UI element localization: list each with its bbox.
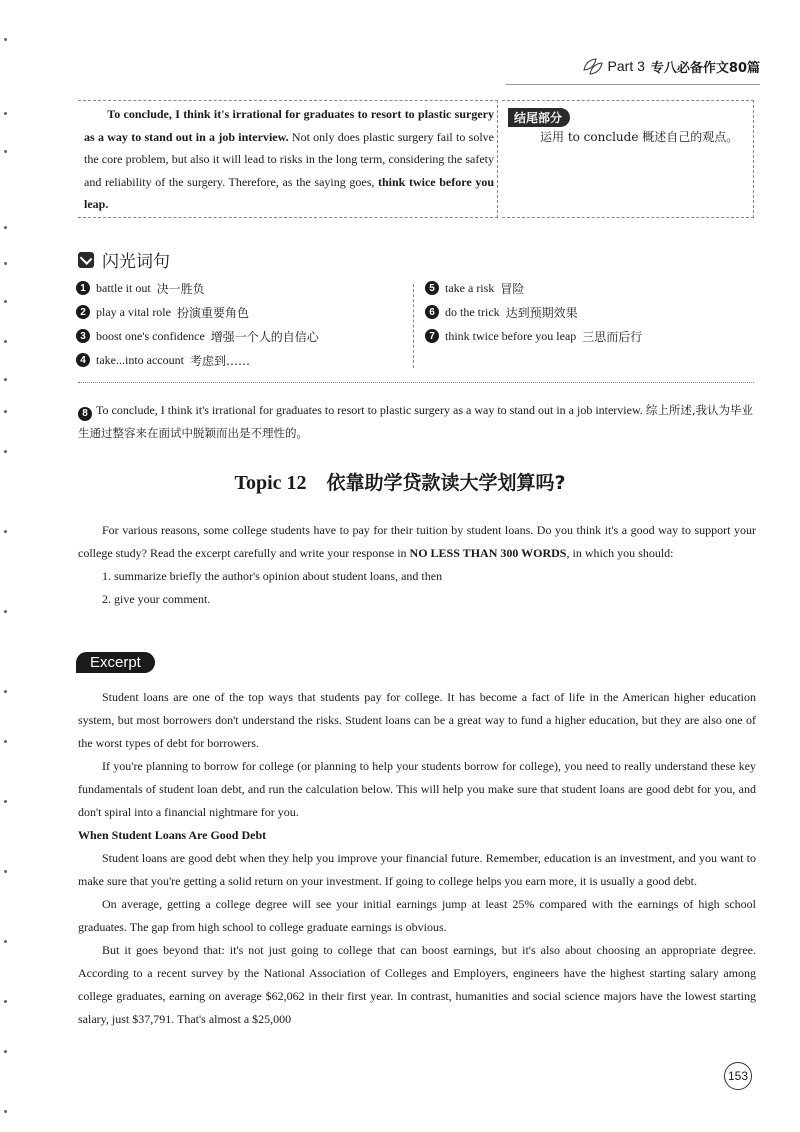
number-badge: 1: [76, 281, 90, 295]
phrases-heading: [78, 247, 170, 272]
header-divider: [506, 84, 760, 85]
excerpt-paragraph: If you're planning to borrow for college (or planning to help your students borrow for college), you need to really understand these key fundamentals of student loan debt, and run the calculation below. This will help you make sure that student loans are good debt for you, and don't spiral into a financial nightmare for you.: [78, 759, 756, 819]
phrase-en: think twice before you leap: [445, 328, 577, 343]
example-cn: 综上所述,我认为毕业生通过整容来在面试中脱颖而出是不理性的。: [78, 403, 754, 440]
prompt-text: For various reasons, some college students have to pay for their tuition by student loans. Do you think it's a good way to support your college study? Read the excerpt carefully and write your response in: [78, 523, 756, 560]
phrase-item: [76, 324, 319, 348]
phrase-en: boost one's confidence: [96, 328, 205, 343]
phrases-title: 闪光词句: [102, 252, 170, 272]
word-limit: NO LESS THAN 300 WORDS: [409, 546, 567, 560]
part-badge: [582, 56, 645, 76]
excerpt-paragraph: But it goes beyond that: it's not just going to college that can boost earnings, but it's also about choosing an appropriate degree. According to a recent survey by the National Association of Colleges and Employers, engineers have the highest starting salary among college graduates, earning on average $62,062 in their first year. In contrast, humanities and social science majors have the lowest starting salary, just $37,791. That's almost a $25,000: [78, 943, 756, 1026]
margin-marks: [4, 0, 14, 1132]
number-badge: 7: [425, 329, 439, 343]
phrase-item: [425, 300, 642, 324]
conclusion-end: think twice before you leap.: [84, 174, 494, 211]
phrase-en: battle it out: [96, 280, 151, 295]
leaf-icon: [582, 56, 604, 76]
phrase-item: [76, 348, 319, 372]
number-badge: 6: [425, 305, 439, 319]
phrase-item: [76, 300, 319, 324]
check-icon: [78, 252, 94, 268]
page-header: [582, 56, 760, 76]
phrase-cn: 冒险: [500, 281, 525, 296]
number-badge: 8: [78, 407, 92, 421]
phrase-en: take a risk: [445, 280, 495, 295]
phrase-cn: 考虑到……: [189, 353, 250, 368]
phrase-en: do the trick: [445, 304, 500, 319]
phrase-cn: 扮演重要角色: [176, 305, 249, 320]
phrase-cn: 三思而后行: [582, 329, 643, 344]
excerpt-badge: Excerpt: [76, 652, 155, 673]
phrases-right-column: [425, 276, 642, 348]
example-sentence: [78, 399, 756, 444]
phrase-item: [425, 324, 642, 348]
prompt-item: 2. give your comment.: [102, 592, 211, 606]
page-number: 153: [724, 1062, 752, 1090]
phrase-en: take...into account: [96, 352, 184, 367]
phrase-cn: 增强一个人的自信心: [210, 329, 319, 344]
phrases-left-column: [76, 276, 319, 372]
phrase-cn: 决一胜负: [156, 281, 205, 296]
side-tag: 结尾部分: [508, 108, 570, 127]
column-divider: [413, 284, 414, 368]
prompt-paragraph: [78, 519, 756, 565]
phrase-item: [76, 276, 319, 300]
book-title: 专八必备作文80篇: [650, 60, 760, 76]
conclusion-body: Not only does plastic surgery fail to solve the core problem, but also it will lead to risks in the long term, considering the safety and reliability of the surgery. Therefore, as the saying goes,: [84, 129, 494, 189]
topic-title: [0, 468, 800, 495]
number-badge: 4: [76, 353, 90, 367]
side-note: 运用 to conclude 概述自己的观点。: [540, 130, 739, 144]
excerpt-paragraph: Student loans are good debt when they help you improve your financial future. Remember, education is an investment, and you want to make sure that you're getting a solid return on your investment. If going to college helps you earn more, it is usually a good debt.: [78, 851, 756, 888]
dotted-divider: [78, 382, 754, 383]
excerpt-subhead: When Student Loans Are Good Debt: [78, 828, 267, 842]
part-label: Part 3: [607, 58, 645, 74]
phrase-en: play a vital role: [96, 304, 171, 319]
topic-label: Topic 12: [234, 472, 307, 494]
number-badge: 2: [76, 305, 90, 319]
prompt-block: [78, 519, 756, 611]
example-en: To conclude, I think it's irrational for graduates to resort to plastic surgery as a way to stand out in a job interview.: [96, 403, 643, 417]
excerpt-paragraph: On average, getting a college degree will see your initial earnings jump at least 25% compared with the earnings of high school graduates. The gap from high school to college graduate earnings is obvious.: [78, 897, 756, 934]
excerpt-paragraph: Student loans are one of the top ways that students pay for college. It has become a fact of life in the American higher education system, but most borrowers don't understand the risks. Student loans can be a great way to fund a higher education, but they are also one of the worst types of debt for borrowers.: [78, 690, 756, 750]
number-badge: 3: [76, 329, 90, 343]
conclusion-paragraph: [84, 103, 494, 216]
topic-cn-title: 依靠助学贷款读大学划算吗?: [326, 472, 566, 494]
prompt-item: 1. summarize briefly the author's opinion about student loans, and then: [102, 569, 443, 583]
conclusion-lead: To conclude, I think it's irrational for graduates to resort to plastic surgery as a way to stand out in a job interview.: [84, 107, 494, 144]
phrase-cn: 达到预期效果: [505, 305, 578, 320]
excerpt-body: [78, 686, 756, 1031]
number-badge: 5: [425, 281, 439, 295]
prompt-text-end: , in which you should:: [566, 546, 674, 560]
phrase-item: [425, 276, 642, 300]
